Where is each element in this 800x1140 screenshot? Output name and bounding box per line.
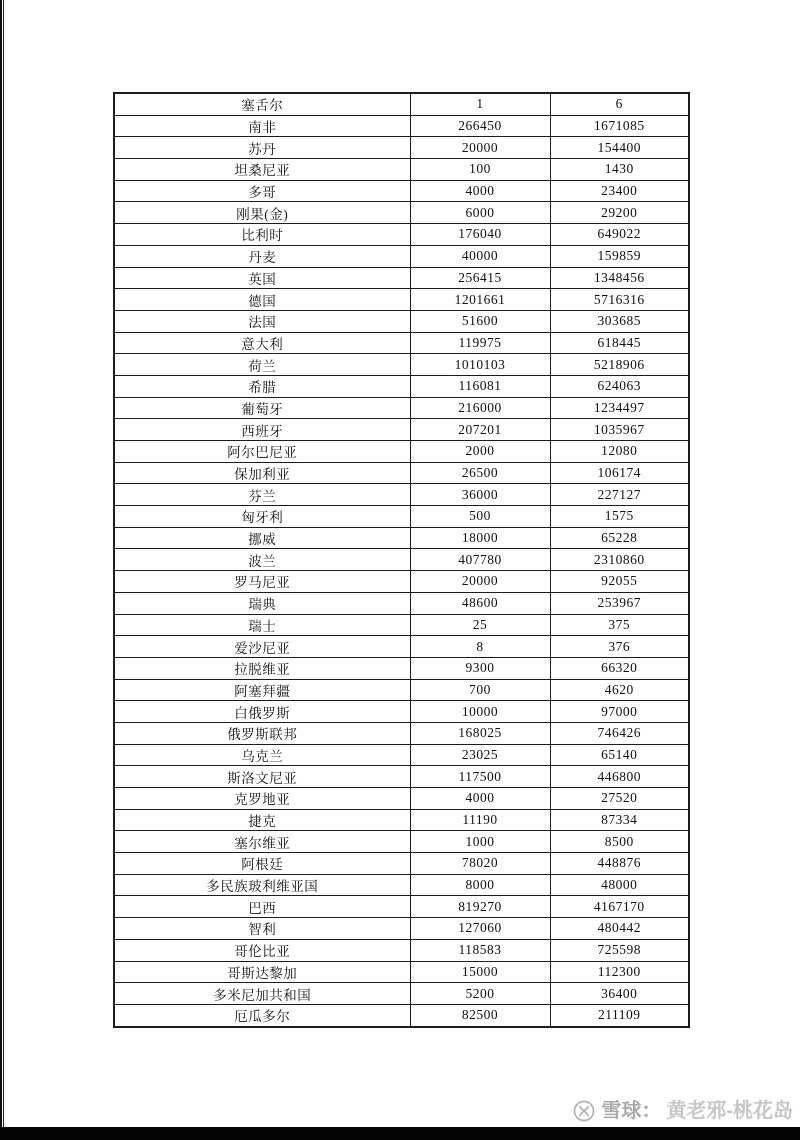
value-cell: 1348456	[550, 267, 689, 289]
xueqiu-snowball-icon	[572, 1099, 596, 1123]
table-row	[114, 809, 689, 831]
value-cell: 66320	[550, 657, 689, 679]
value-cell: 700	[410, 679, 550, 701]
value-cell: 92055	[550, 571, 689, 593]
country-name-cell: 厄瓜多尔	[114, 1004, 410, 1027]
table-row	[114, 896, 689, 918]
value-cell: 4000	[410, 180, 550, 202]
country-name-cell: 希腊	[114, 375, 410, 397]
country-name-cell: 多米尼加共和国	[114, 983, 410, 1005]
country-name-cell: 葡萄牙	[114, 397, 410, 419]
country-name-cell: 挪威	[114, 527, 410, 549]
country-name-cell: 芬兰	[114, 484, 410, 506]
table-row	[114, 939, 689, 961]
table-row	[114, 137, 689, 159]
value-cell: 100	[410, 159, 550, 181]
value-cell: 1	[410, 93, 550, 115]
country-name-cell: 意大利	[114, 332, 410, 354]
table-row	[114, 831, 689, 853]
table-row	[114, 159, 689, 181]
table-row	[114, 267, 689, 289]
value-cell: 4167170	[550, 896, 689, 918]
table-row	[114, 245, 689, 267]
table-row	[114, 419, 689, 441]
table-row	[114, 983, 689, 1005]
value-cell: 117500	[410, 766, 550, 788]
value-cell: 4620	[550, 679, 689, 701]
value-cell: 5200	[410, 983, 550, 1005]
value-cell: 1000	[410, 831, 550, 853]
country-name-cell: 白俄罗斯	[114, 701, 410, 723]
country-name-cell: 拉脱维亚	[114, 657, 410, 679]
value-cell: 176040	[410, 224, 550, 246]
value-cell: 303685	[550, 310, 689, 332]
value-cell: 649022	[550, 224, 689, 246]
watermark-username: 黄老邪-桃花岛	[666, 1100, 793, 1122]
country-name-cell: 爱沙尼亚	[114, 636, 410, 658]
value-cell: 407780	[410, 549, 550, 571]
value-cell: 168025	[410, 722, 550, 744]
table-row	[114, 788, 689, 810]
value-cell: 20000	[410, 137, 550, 159]
table-row	[114, 115, 689, 137]
left-edge-line	[0, 0, 2, 1140]
country-name-cell: 瑞典	[114, 592, 410, 614]
country-name-cell: 坦桑尼亚	[114, 159, 410, 181]
table-row	[114, 701, 689, 723]
value-cell: 23400	[550, 180, 689, 202]
value-cell: 624063	[550, 375, 689, 397]
value-cell: 446800	[550, 766, 689, 788]
table-row	[114, 202, 689, 224]
bottom-black-bar	[0, 1127, 800, 1140]
value-cell: 26500	[410, 462, 550, 484]
value-cell: 618445	[550, 332, 689, 354]
value-cell: 48000	[550, 874, 689, 896]
value-cell: 65228	[550, 527, 689, 549]
table-row	[114, 636, 689, 658]
country-name-cell: 波兰	[114, 549, 410, 571]
value-cell: 256415	[410, 267, 550, 289]
value-cell: 1671085	[550, 115, 689, 137]
value-cell: 448876	[550, 853, 689, 875]
value-cell: 216000	[410, 397, 550, 419]
country-name-cell: 捷克	[114, 809, 410, 831]
value-cell: 746426	[550, 722, 689, 744]
value-cell: 819270	[410, 896, 550, 918]
table-body	[114, 93, 689, 1027]
table-row	[114, 918, 689, 940]
value-cell: 29200	[550, 202, 689, 224]
country-name-cell: 哥斯达黎加	[114, 961, 410, 983]
value-cell: 48600	[410, 592, 550, 614]
table-row	[114, 93, 689, 115]
value-cell: 1575	[550, 506, 689, 528]
country-name-cell: 刚果(金)	[114, 202, 410, 224]
value-cell: 116081	[410, 375, 550, 397]
table-row	[114, 310, 689, 332]
table-row	[114, 961, 689, 983]
value-cell: 40000	[410, 245, 550, 267]
value-cell: 159859	[550, 245, 689, 267]
table-row	[114, 484, 689, 506]
value-cell: 8500	[550, 831, 689, 853]
value-cell: 15000	[410, 961, 550, 983]
country-name-cell: 多哥	[114, 180, 410, 202]
country-name-cell: 斯洛文尼亚	[114, 766, 410, 788]
table-row	[114, 853, 689, 875]
country-name-cell: 比利时	[114, 224, 410, 246]
table-row	[114, 679, 689, 701]
table-row	[114, 462, 689, 484]
country-name-cell: 俄罗斯联邦	[114, 722, 410, 744]
country-name-cell: 智利	[114, 918, 410, 940]
value-cell: 480442	[550, 918, 689, 940]
country-name-cell: 阿尔巴尼亚	[114, 441, 410, 463]
value-cell: 36400	[550, 983, 689, 1005]
table-row	[114, 592, 689, 614]
table-row	[114, 332, 689, 354]
table-row	[114, 375, 689, 397]
value-cell: 27520	[550, 788, 689, 810]
table-row	[114, 657, 689, 679]
value-cell: 1234497	[550, 397, 689, 419]
country-name-cell: 阿塞拜疆	[114, 679, 410, 701]
country-name-cell: 塞舌尔	[114, 93, 410, 115]
value-cell: 11190	[410, 809, 550, 831]
country-name-cell: 荷兰	[114, 354, 410, 376]
value-cell: 6	[550, 93, 689, 115]
value-cell: 36000	[410, 484, 550, 506]
value-cell: 87334	[550, 809, 689, 831]
value-cell: 2310860	[550, 549, 689, 571]
value-cell: 227127	[550, 484, 689, 506]
country-name-cell: 西班牙	[114, 419, 410, 441]
country-name-cell: 乌克兰	[114, 744, 410, 766]
value-cell: 1010103	[410, 354, 550, 376]
country-name-cell: 南非	[114, 115, 410, 137]
table-row	[114, 1004, 689, 1027]
value-cell: 725598	[550, 939, 689, 961]
value-cell: 12080	[550, 441, 689, 463]
country-name-cell: 哥伦比亚	[114, 939, 410, 961]
value-cell: 51600	[410, 310, 550, 332]
value-cell: 20000	[410, 571, 550, 593]
value-cell: 154400	[550, 137, 689, 159]
table-row	[114, 766, 689, 788]
value-cell: 376	[550, 636, 689, 658]
country-name-cell: 英国	[114, 267, 410, 289]
value-cell: 375	[550, 614, 689, 636]
value-cell: 5716316	[550, 289, 689, 311]
country-name-cell: 罗马尼亚	[114, 571, 410, 593]
table-row	[114, 722, 689, 744]
table-row	[114, 506, 689, 528]
table-row	[114, 180, 689, 202]
value-cell: 5218906	[550, 354, 689, 376]
table-row	[114, 571, 689, 593]
value-cell: 82500	[410, 1004, 550, 1027]
table-row	[114, 441, 689, 463]
watermark-brand: 雪球：	[601, 1100, 662, 1122]
country-name-cell: 丹麦	[114, 245, 410, 267]
table-row	[114, 354, 689, 376]
value-cell: 207201	[410, 419, 550, 441]
value-cell: 8	[410, 636, 550, 658]
value-cell: 65140	[550, 744, 689, 766]
country-name-cell: 克罗地亚	[114, 788, 410, 810]
country-name-cell: 塞尔维亚	[114, 831, 410, 853]
value-cell: 500	[410, 506, 550, 528]
table-row	[114, 397, 689, 419]
value-cell: 266450	[410, 115, 550, 137]
table-row	[114, 289, 689, 311]
value-cell: 25	[410, 614, 550, 636]
value-cell: 8000	[410, 874, 550, 896]
watermark	[572, 1099, 793, 1123]
table-row	[114, 549, 689, 571]
value-cell: 253967	[550, 592, 689, 614]
table-row	[114, 614, 689, 636]
left-edge-line-inner	[3, 0, 4, 1140]
value-cell: 1035967	[550, 419, 689, 441]
value-cell: 127060	[410, 918, 550, 940]
country-name-cell: 瑞士	[114, 614, 410, 636]
value-cell: 2000	[410, 441, 550, 463]
value-cell: 78020	[410, 853, 550, 875]
value-cell: 23025	[410, 744, 550, 766]
value-cell: 1430	[550, 159, 689, 181]
country-name-cell: 匈牙利	[114, 506, 410, 528]
country-data-table	[113, 92, 690, 1028]
country-name-cell: 德国	[114, 289, 410, 311]
country-name-cell: 保加利亚	[114, 462, 410, 484]
table-row	[114, 744, 689, 766]
value-cell: 112300	[550, 961, 689, 983]
table-row	[114, 874, 689, 896]
country-name-cell: 苏丹	[114, 137, 410, 159]
country-name-cell: 多民族玻利维亚国	[114, 874, 410, 896]
value-cell: 118583	[410, 939, 550, 961]
value-cell: 18000	[410, 527, 550, 549]
value-cell: 1201661	[410, 289, 550, 311]
value-cell: 9300	[410, 657, 550, 679]
table-row	[114, 527, 689, 549]
value-cell: 211109	[550, 1004, 689, 1027]
table-row	[114, 224, 689, 246]
country-name-cell: 巴西	[114, 896, 410, 918]
country-name-cell: 阿根廷	[114, 853, 410, 875]
value-cell: 97000	[550, 701, 689, 723]
value-cell: 10000	[410, 701, 550, 723]
value-cell: 119975	[410, 332, 550, 354]
value-cell: 4000	[410, 788, 550, 810]
value-cell: 106174	[550, 462, 689, 484]
country-name-cell: 法国	[114, 310, 410, 332]
value-cell: 6000	[410, 202, 550, 224]
